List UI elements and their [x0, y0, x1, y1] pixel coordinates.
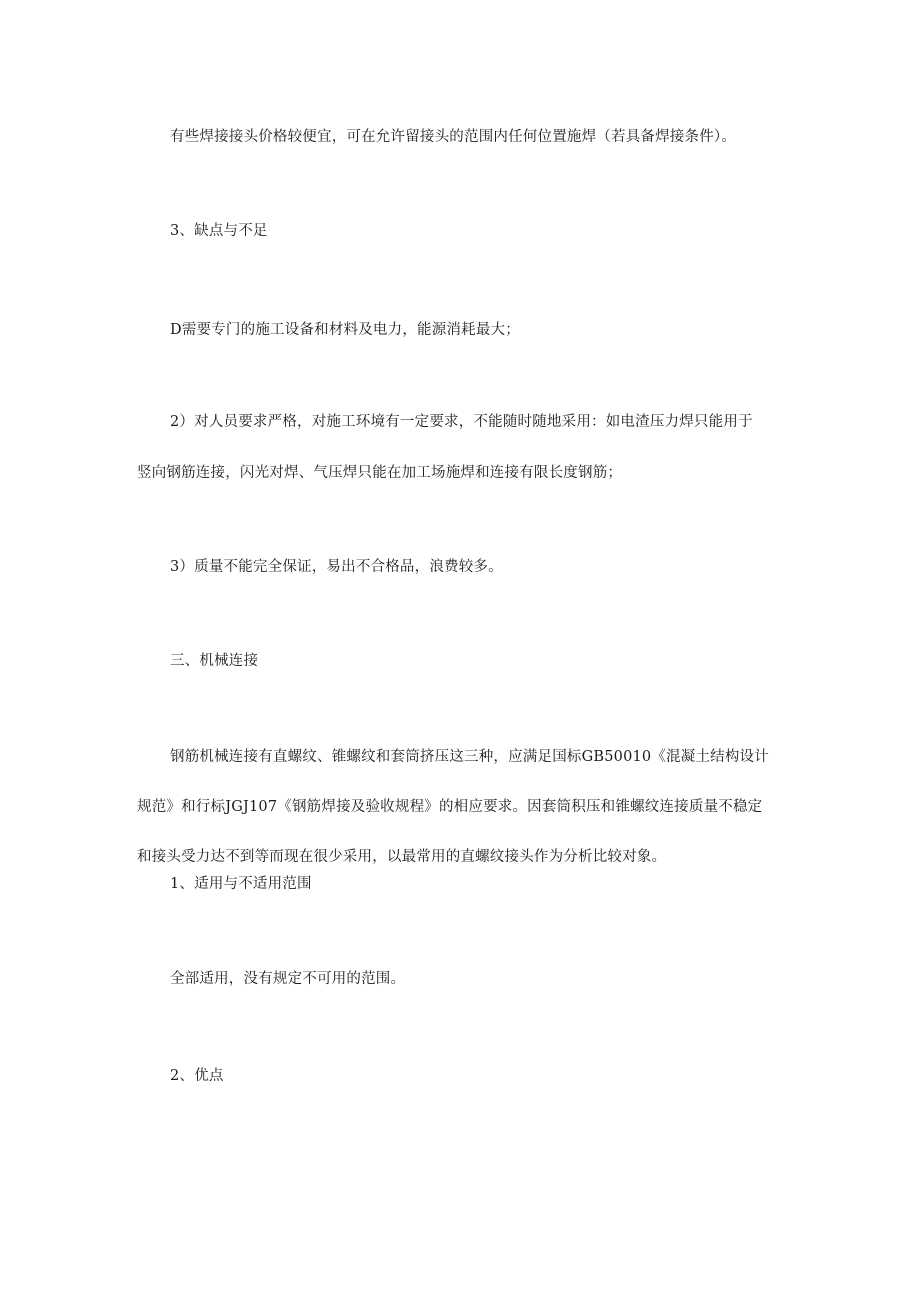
paragraph-scope: 全部适用，没有规定不可用的范围。 [170, 971, 406, 987]
heading-disadvantages: 3、缺点与不足 [170, 223, 268, 239]
list-item-equipment: D需要专门的施工设备和材料及电力，能源消耗最大； [170, 322, 520, 338]
list-item-quality: 3）质量不能完全保证，易出不合格品，浪费较多。 [170, 559, 503, 575]
heading-advantages: 2、优点 [170, 1068, 224, 1084]
paragraph-welding-cost: 有些焊接接头价格较便宜，可在允许留接头的范围内任何位置施焊（若具备焊接条件）。 [170, 129, 737, 145]
section-heading-mechanical: 三、机械连接 [170, 653, 259, 669]
heading-scope: 1、适用与不适用范围 [170, 876, 312, 892]
paragraph-intro-line1: 钢筋机械连接有直螺纹、锥螺纹和套筒挤压这三种，应满足国标GB50010《混凝土结构设计 [170, 749, 769, 765]
paragraph-intro-line3: 和接头受力达不到等而现在很少采用，以最常用的直螺纹接头作为分析比较对象。 [137, 849, 667, 865]
list-item-personnel-line1: 2）对人员要求严格，对施工环境有一定要求，不能随时随地采用：如电渣压力焊只能用于 [170, 414, 753, 430]
paragraph-intro-line2: 规范》和行标JGJ107《钢筋焊接及验收规程》的相应要求。因套筒积压和锥螺纹连接质量不稳定 [137, 799, 763, 815]
list-item-personnel-line2: 竖向钢筋连接，闪光对焊、气压焊只能在加工场施焊和连接有限长度钢筋； [137, 465, 623, 481]
